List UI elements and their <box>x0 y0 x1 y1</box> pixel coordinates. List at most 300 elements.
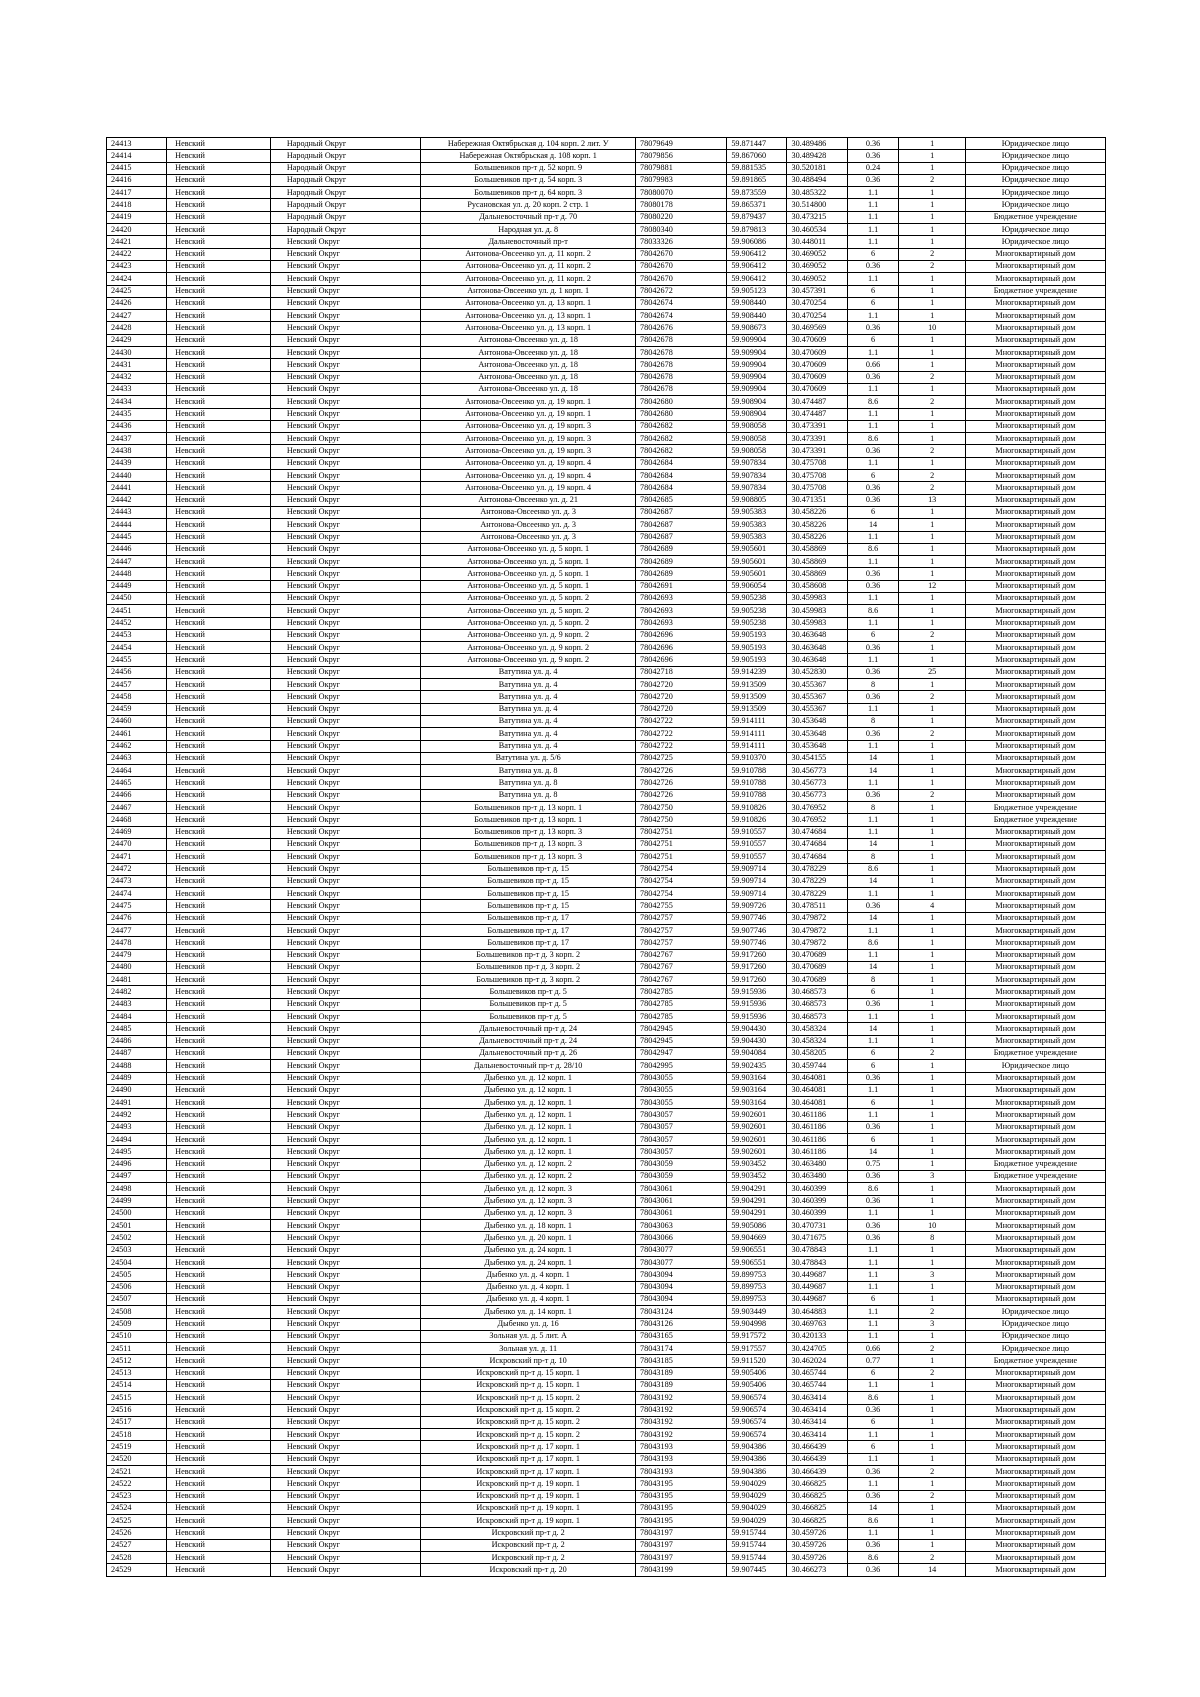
volume-cell: 6 <box>847 1047 899 1059</box>
longitude-cell: 30.449687 <box>787 1269 847 1281</box>
count-cell: 2 <box>899 470 965 482</box>
code-cell: 78043055 <box>636 1084 727 1096</box>
latitude-cell: 59.904998 <box>727 1318 787 1330</box>
row-id-cell: 24446 <box>107 543 167 555</box>
latitude-cell: 59.905238 <box>727 592 787 604</box>
row-id-cell: 24506 <box>107 1281 167 1293</box>
address-cell: Большевиков пр-т д. 13 корп. 3 <box>421 838 636 850</box>
longitude-cell: 30.474684 <box>787 838 847 850</box>
address-cell: Искровский пр-т д. 19 корп. 1 <box>421 1515 636 1527</box>
owner-type-cell: Юридическое лицо <box>965 138 1105 150</box>
owner-type-cell: Бюджетное учреждение <box>965 1355 1105 1367</box>
table-row <box>107 679 1106 691</box>
count-cell: 2 <box>899 1466 965 1478</box>
code-cell: 78043193 <box>636 1441 727 1453</box>
volume-cell: 6 <box>847 248 899 260</box>
count-cell: 2 <box>899 1552 965 1564</box>
count-cell: 1 <box>899 1244 965 1256</box>
owner-type-cell: Многоквартирный дом <box>965 1134 1105 1146</box>
municipality-cell: Народный Округ <box>270 211 420 223</box>
district-cell: Невский <box>167 888 271 900</box>
latitude-cell: 59.905383 <box>727 506 787 518</box>
row-id-cell: 24517 <box>107 1416 167 1428</box>
municipality-cell: Невский Округ <box>270 1232 420 1244</box>
row-id-cell: 24425 <box>107 285 167 297</box>
address-cell: Дыбенко ул. д. 12 корп. 3 <box>421 1195 636 1207</box>
count-cell: 1 <box>899 752 965 764</box>
municipality-cell: Невский Округ <box>270 949 420 961</box>
municipality-cell: Невский Округ <box>270 592 420 604</box>
row-id-cell: 24511 <box>107 1343 167 1355</box>
code-cell: 78043195 <box>636 1502 727 1514</box>
latitude-cell: 59.904386 <box>727 1441 787 1453</box>
count-cell: 1 <box>899 420 965 432</box>
longitude-cell: 30.464081 <box>787 1097 847 1109</box>
municipality-cell: Невский Округ <box>270 1023 420 1035</box>
table-row <box>107 592 1106 604</box>
code-cell: 78043174 <box>636 1343 727 1355</box>
row-id-cell: 24497 <box>107 1170 167 1182</box>
count-cell: 4 <box>899 900 965 912</box>
count-cell: 1 <box>899 1330 965 1342</box>
longitude-cell: 30.470689 <box>787 949 847 961</box>
row-id-cell: 24521 <box>107 1466 167 1478</box>
latitude-cell: 59.903164 <box>727 1097 787 1109</box>
count-cell: 1 <box>899 1379 965 1391</box>
district-cell: Невский <box>167 248 271 260</box>
latitude-cell: 59.902435 <box>727 1060 787 1072</box>
table-row <box>107 802 1106 814</box>
district-cell: Невский <box>167 592 271 604</box>
district-cell: Невский <box>167 728 271 740</box>
longitude-cell: 30.463414 <box>787 1404 847 1416</box>
longitude-cell: 30.468573 <box>787 1011 847 1023</box>
table-row <box>107 1220 1106 1232</box>
longitude-cell: 30.461186 <box>787 1109 847 1121</box>
latitude-cell: 59.903164 <box>727 1084 787 1096</box>
address-cell: Дыбенко ул. д. 16 <box>421 1318 636 1330</box>
longitude-cell: 30.466439 <box>787 1453 847 1465</box>
volume-cell: 1.1 <box>847 1269 899 1281</box>
longitude-cell: 30.466273 <box>787 1564 847 1576</box>
latitude-cell: 59.906574 <box>727 1416 787 1428</box>
district-cell: Невский <box>167 236 271 248</box>
district-cell: Невский <box>167 482 271 494</box>
municipality-cell: Невский Округ <box>270 1084 420 1096</box>
latitude-cell: 59.906551 <box>727 1257 787 1269</box>
district-cell: Невский <box>167 408 271 420</box>
longitude-cell: 30.469052 <box>787 248 847 260</box>
row-id-cell: 24440 <box>107 470 167 482</box>
row-id-cell: 24431 <box>107 359 167 371</box>
municipality-cell: Невский Округ <box>270 679 420 691</box>
owner-type-cell: Многоквартирный дом <box>965 322 1105 334</box>
row-id-cell: 24509 <box>107 1318 167 1330</box>
municipality-cell: Невский Округ <box>270 556 420 568</box>
latitude-cell: 59.908805 <box>727 494 787 506</box>
volume-cell: 0.66 <box>847 359 899 371</box>
address-cell: Искровский пр-т д. 20 <box>421 1564 636 1576</box>
owner-type-cell: Бюджетное учреждение <box>965 814 1105 826</box>
latitude-cell: 59.908673 <box>727 322 787 334</box>
code-cell: 78043197 <box>636 1527 727 1539</box>
table-row <box>107 691 1106 703</box>
row-id-cell: 24494 <box>107 1134 167 1146</box>
district-cell: Невский <box>167 1220 271 1232</box>
count-cell: 1 <box>899 1281 965 1293</box>
district-cell: Невский <box>167 777 271 789</box>
table-row <box>107 1047 1106 1059</box>
district-cell: Невский <box>167 1527 271 1539</box>
latitude-cell: 59.905383 <box>727 519 787 531</box>
volume-cell: 0.36 <box>847 642 899 654</box>
table-row <box>107 998 1106 1010</box>
row-id-cell: 24463 <box>107 752 167 764</box>
count-cell: 1 <box>899 1453 965 1465</box>
district-cell: Невский <box>167 1158 271 1170</box>
address-cell: Дыбенко ул. д. 24 корп. 1 <box>421 1257 636 1269</box>
owner-type-cell: Многоквартирный дом <box>965 617 1105 629</box>
volume-cell: 8.6 <box>847 396 899 408</box>
district-cell: Невский <box>167 1195 271 1207</box>
volume-cell: 0.36 <box>847 1490 899 1502</box>
latitude-cell: 59.905406 <box>727 1367 787 1379</box>
longitude-cell: 30.463648 <box>787 642 847 654</box>
owner-type-cell: Многоквартирный дом <box>965 1490 1105 1502</box>
address-cell: Антонова-Овсеенко ул. д. 19 корп. 1 <box>421 396 636 408</box>
count-cell: 1 <box>899 1527 965 1539</box>
table-row <box>107 285 1106 297</box>
latitude-cell: 59.910788 <box>727 765 787 777</box>
address-cell: Дыбенко ул. д. 24 корп. 1 <box>421 1244 636 1256</box>
longitude-cell: 30.489486 <box>787 138 847 150</box>
count-cell: 1 <box>899 1502 965 1514</box>
latitude-cell: 59.902601 <box>727 1109 787 1121</box>
municipality-cell: Невский Округ <box>270 789 420 801</box>
code-cell: 78042678 <box>636 347 727 359</box>
table-row <box>107 1244 1106 1256</box>
district-cell: Невский <box>167 297 271 309</box>
table-row <box>107 1109 1106 1121</box>
table-row <box>107 1306 1106 1318</box>
volume-cell: 6 <box>847 1416 899 1428</box>
volume-cell: 1.1 <box>847 592 899 604</box>
code-cell: 78043094 <box>636 1293 727 1305</box>
owner-type-cell: Многоквартирный дом <box>965 703 1105 715</box>
count-cell: 1 <box>899 359 965 371</box>
row-id-cell: 24476 <box>107 912 167 924</box>
table-row <box>107 224 1106 236</box>
owner-type-cell: Бюджетное учреждение <box>965 211 1105 223</box>
owner-type-cell: Юридическое лицо <box>965 1306 1105 1318</box>
table-row <box>107 1453 1106 1465</box>
latitude-cell: 59.915936 <box>727 986 787 998</box>
volume-cell: 8 <box>847 679 899 691</box>
volume-cell: 6 <box>847 1097 899 1109</box>
code-cell: 78042757 <box>636 925 727 937</box>
district-cell: Невский <box>167 359 271 371</box>
table-row <box>107 1011 1106 1023</box>
district-cell: Невский <box>167 174 271 186</box>
address-cell: Антонова-Овсеенко ул. д. 3 <box>421 519 636 531</box>
address-cell: Дальневосточный пр-т д. 24 <box>421 1035 636 1047</box>
address-cell: Антонова-Овсеенко ул. д. 19 корп. 4 <box>421 457 636 469</box>
municipality-cell: Невский Округ <box>270 1220 420 1232</box>
count-cell: 1 <box>899 875 965 887</box>
municipality-cell: Невский Округ <box>270 1355 420 1367</box>
volume-cell: 8.6 <box>847 1183 899 1195</box>
volume-cell: 1.1 <box>847 556 899 568</box>
table-row <box>107 1084 1106 1096</box>
row-id-cell: 24474 <box>107 888 167 900</box>
count-cell: 1 <box>899 949 965 961</box>
district-cell: Невский <box>167 1035 271 1047</box>
address-cell: Дыбенко ул. д. 12 корп. 3 <box>421 1183 636 1195</box>
count-cell: 2 <box>899 691 965 703</box>
longitude-cell: 30.461186 <box>787 1121 847 1133</box>
code-cell: 78042687 <box>636 531 727 543</box>
row-id-cell: 24442 <box>107 494 167 506</box>
code-cell: 78042757 <box>636 912 727 924</box>
address-cell: Зольная ул. д. 11 <box>421 1343 636 1355</box>
table-row <box>107 519 1106 531</box>
longitude-cell: 30.449687 <box>787 1281 847 1293</box>
owner-type-cell: Многоквартирный дом <box>965 494 1105 506</box>
municipality-cell: Народный Округ <box>270 187 420 199</box>
count-cell: 1 <box>899 273 965 285</box>
volume-cell: 1.1 <box>847 1084 899 1096</box>
code-cell: 78042751 <box>636 838 727 850</box>
longitude-cell: 30.478843 <box>787 1257 847 1269</box>
latitude-cell: 59.915936 <box>727 1011 787 1023</box>
table-row <box>107 986 1106 998</box>
district-cell: Невский <box>167 1453 271 1465</box>
owner-type-cell: Многоквартирный дом <box>965 1183 1105 1195</box>
row-id-cell: 24522 <box>107 1478 167 1490</box>
longitude-cell: 30.479872 <box>787 925 847 937</box>
district-cell: Невский <box>167 371 271 383</box>
owner-type-cell: Многоквартирный дом <box>965 679 1105 691</box>
code-cell: 78043061 <box>636 1195 727 1207</box>
municipality-cell: Невский Округ <box>270 802 420 814</box>
longitude-cell: 30.459983 <box>787 592 847 604</box>
volume-cell: 0.24 <box>847 162 899 174</box>
volume-cell: 14 <box>847 519 899 531</box>
volume-cell: 1.1 <box>847 224 899 236</box>
longitude-cell: 30.473391 <box>787 445 847 457</box>
municipality-cell: Невский Округ <box>270 543 420 555</box>
code-cell: 78042945 <box>636 1023 727 1035</box>
volume-cell: 8.6 <box>847 1392 899 1404</box>
owner-type-cell: Многоквартирный дом <box>965 642 1105 654</box>
district-cell: Невский <box>167 273 271 285</box>
latitude-cell: 59.906054 <box>727 580 787 592</box>
latitude-cell: 59.903452 <box>727 1158 787 1170</box>
code-cell: 78042689 <box>636 556 727 568</box>
latitude-cell: 59.915936 <box>727 998 787 1010</box>
longitude-cell: 30.459726 <box>787 1552 847 1564</box>
municipality-cell: Невский Округ <box>270 1466 420 1478</box>
district-cell: Невский <box>167 396 271 408</box>
owner-type-cell: Юридическое лицо <box>965 1343 1105 1355</box>
code-cell: 78042722 <box>636 715 727 727</box>
volume-cell: 1.1 <box>847 531 899 543</box>
row-id-cell: 24498 <box>107 1183 167 1195</box>
code-cell: 78043189 <box>636 1379 727 1391</box>
district-cell: Невский <box>167 1515 271 1527</box>
volume-cell: 1.1 <box>847 949 899 961</box>
volume-cell: 0.36 <box>847 1466 899 1478</box>
volume-cell: 6 <box>847 1060 899 1072</box>
code-cell: 78042682 <box>636 420 727 432</box>
owner-type-cell: Многоквартирный дом <box>965 949 1105 961</box>
latitude-cell: 59.902601 <box>727 1121 787 1133</box>
table-row <box>107 531 1106 543</box>
district-cell: Невский <box>167 838 271 850</box>
municipality-cell: Невский Округ <box>270 617 420 629</box>
latitude-cell: 59.904291 <box>727 1207 787 1219</box>
longitude-cell: 30.455367 <box>787 703 847 715</box>
latitude-cell: 59.879437 <box>727 211 787 223</box>
code-cell: 78079881 <box>636 162 727 174</box>
count-cell: 1 <box>899 150 965 162</box>
address-cell: Дыбенко ул. д. 12 корп. 1 <box>421 1072 636 1084</box>
address-cell: Антонова-Овсеенко ул. д. 18 <box>421 359 636 371</box>
count-cell: 1 <box>899 1257 965 1269</box>
address-cell: Антонова-Овсеенко ул. д. 3 <box>421 506 636 518</box>
municipality-cell: Народный Округ <box>270 224 420 236</box>
latitude-cell: 59.917260 <box>727 974 787 986</box>
table-row <box>107 715 1106 727</box>
municipality-cell: Невский Округ <box>270 728 420 740</box>
latitude-cell: 59.907746 <box>727 937 787 949</box>
latitude-cell: 59.902601 <box>727 1146 787 1158</box>
owner-type-cell: Бюджетное учреждение <box>965 1047 1105 1059</box>
volume-cell: 1.1 <box>847 1109 899 1121</box>
volume-cell: 14 <box>847 838 899 850</box>
municipality-cell: Невский Округ <box>270 1109 420 1121</box>
table-row <box>107 482 1106 494</box>
municipality-cell: Невский Округ <box>270 1097 420 1109</box>
code-cell: 78042785 <box>636 1011 727 1023</box>
longitude-cell: 30.466439 <box>787 1441 847 1453</box>
code-cell: 78043193 <box>636 1453 727 1465</box>
count-cell: 2 <box>899 1343 965 1355</box>
longitude-cell: 30.456773 <box>787 765 847 777</box>
count-cell: 1 <box>899 1429 965 1441</box>
owner-type-cell: Многоквартирный дом <box>965 1195 1105 1207</box>
row-id-cell: 24482 <box>107 986 167 998</box>
owner-type-cell: Многоквартирный дом <box>965 875 1105 887</box>
owner-type-cell: Многоквартирный дом <box>965 1121 1105 1133</box>
owner-type-cell: Многоквартирный дом <box>965 1441 1105 1453</box>
latitude-cell: 59.909904 <box>727 359 787 371</box>
count-cell: 1 <box>899 347 965 359</box>
district-cell: Невский <box>167 1269 271 1281</box>
owner-type-cell: Многоквартирный дом <box>965 371 1105 383</box>
longitude-cell: 30.470731 <box>787 1220 847 1232</box>
latitude-cell: 59.904029 <box>727 1490 787 1502</box>
address-cell: Большевиков пр-т д. 64 корп. 3 <box>421 187 636 199</box>
municipality-cell: Невский Округ <box>270 863 420 875</box>
district-cell: Невский <box>167 1244 271 1256</box>
longitude-cell: 30.463414 <box>787 1392 847 1404</box>
owner-type-cell: Многоквартирный дом <box>965 457 1105 469</box>
longitude-cell: 30.470689 <box>787 974 847 986</box>
table-row <box>107 728 1106 740</box>
municipality-cell: Невский Округ <box>270 260 420 272</box>
municipality-cell: Невский Округ <box>270 359 420 371</box>
address-cell: Искровский пр-т д. 17 корп. 1 <box>421 1466 636 1478</box>
district-cell: Невский <box>167 494 271 506</box>
district-cell: Невский <box>167 629 271 641</box>
volume-cell: 1.1 <box>847 1011 899 1023</box>
count-cell: 1 <box>899 1195 965 1207</box>
volume-cell: 6 <box>847 334 899 346</box>
owner-type-cell: Многоквартирный дом <box>965 1084 1105 1096</box>
row-id-cell: 24464 <box>107 765 167 777</box>
code-cell: 78042676 <box>636 322 727 334</box>
code-cell: 78042750 <box>636 802 727 814</box>
district-cell: Невский <box>167 1183 271 1195</box>
volume-cell: 1.1 <box>847 1035 899 1047</box>
count-cell: 1 <box>899 224 965 236</box>
longitude-cell: 30.458869 <box>787 543 847 555</box>
district-cell: Невский <box>167 1539 271 1551</box>
address-cell: Большевиков пр-т д. 13 корп. 1 <box>421 814 636 826</box>
address-cell: Большевиков пр-т д. 3 корп. 2 <box>421 974 636 986</box>
longitude-cell: 30.456773 <box>787 789 847 801</box>
longitude-cell: 30.458869 <box>787 568 847 580</box>
volume-cell: 1.1 <box>847 211 899 223</box>
owner-type-cell: Многоквартирный дом <box>965 715 1105 727</box>
row-id-cell: 24455 <box>107 654 167 666</box>
volume-cell: 0.77 <box>847 1355 899 1367</box>
district-cell: Невский <box>167 1023 271 1035</box>
longitude-cell: 30.459983 <box>787 605 847 617</box>
district-cell: Невский <box>167 912 271 924</box>
address-cell: Русановская ул. д. 20 корп. 2 стр. 1 <box>421 199 636 211</box>
table-row <box>107 420 1106 432</box>
address-cell: Антонова-Овсеенко ул. д. 21 <box>421 494 636 506</box>
longitude-cell: 30.470609 <box>787 359 847 371</box>
address-cell: Антонова-Овсеенко ул. д. 11 корп. 2 <box>421 273 636 285</box>
latitude-cell: 59.915744 <box>727 1552 787 1564</box>
row-id-cell: 24520 <box>107 1453 167 1465</box>
address-cell: Дыбенко ул. д. 12 корп. 3 <box>421 1207 636 1219</box>
district-cell: Невский <box>167 1109 271 1121</box>
row-id-cell: 24485 <box>107 1023 167 1035</box>
district-cell: Невский <box>167 310 271 322</box>
code-cell: 78042720 <box>636 679 727 691</box>
table-row <box>107 199 1106 211</box>
volume-cell: 0.36 <box>847 494 899 506</box>
code-cell: 78042947 <box>636 1047 727 1059</box>
district-cell: Невский <box>167 1084 271 1096</box>
latitude-cell: 59.913509 <box>727 703 787 715</box>
longitude-cell: 30.470609 <box>787 334 847 346</box>
latitude-cell: 59.902601 <box>727 1134 787 1146</box>
code-cell: 78042696 <box>636 642 727 654</box>
row-id-cell: 24417 <box>107 187 167 199</box>
count-cell: 1 <box>899 998 965 1010</box>
code-cell: 78043094 <box>636 1269 727 1281</box>
owner-type-cell: Многоквартирный дом <box>965 1072 1105 1084</box>
table-row <box>107 248 1106 260</box>
district-cell: Невский <box>167 1367 271 1379</box>
address-cell: Искровский пр-т д. 19 корп. 1 <box>421 1478 636 1490</box>
address-cell: Антонова-Овсеенко ул. д. 19 корп. 3 <box>421 420 636 432</box>
